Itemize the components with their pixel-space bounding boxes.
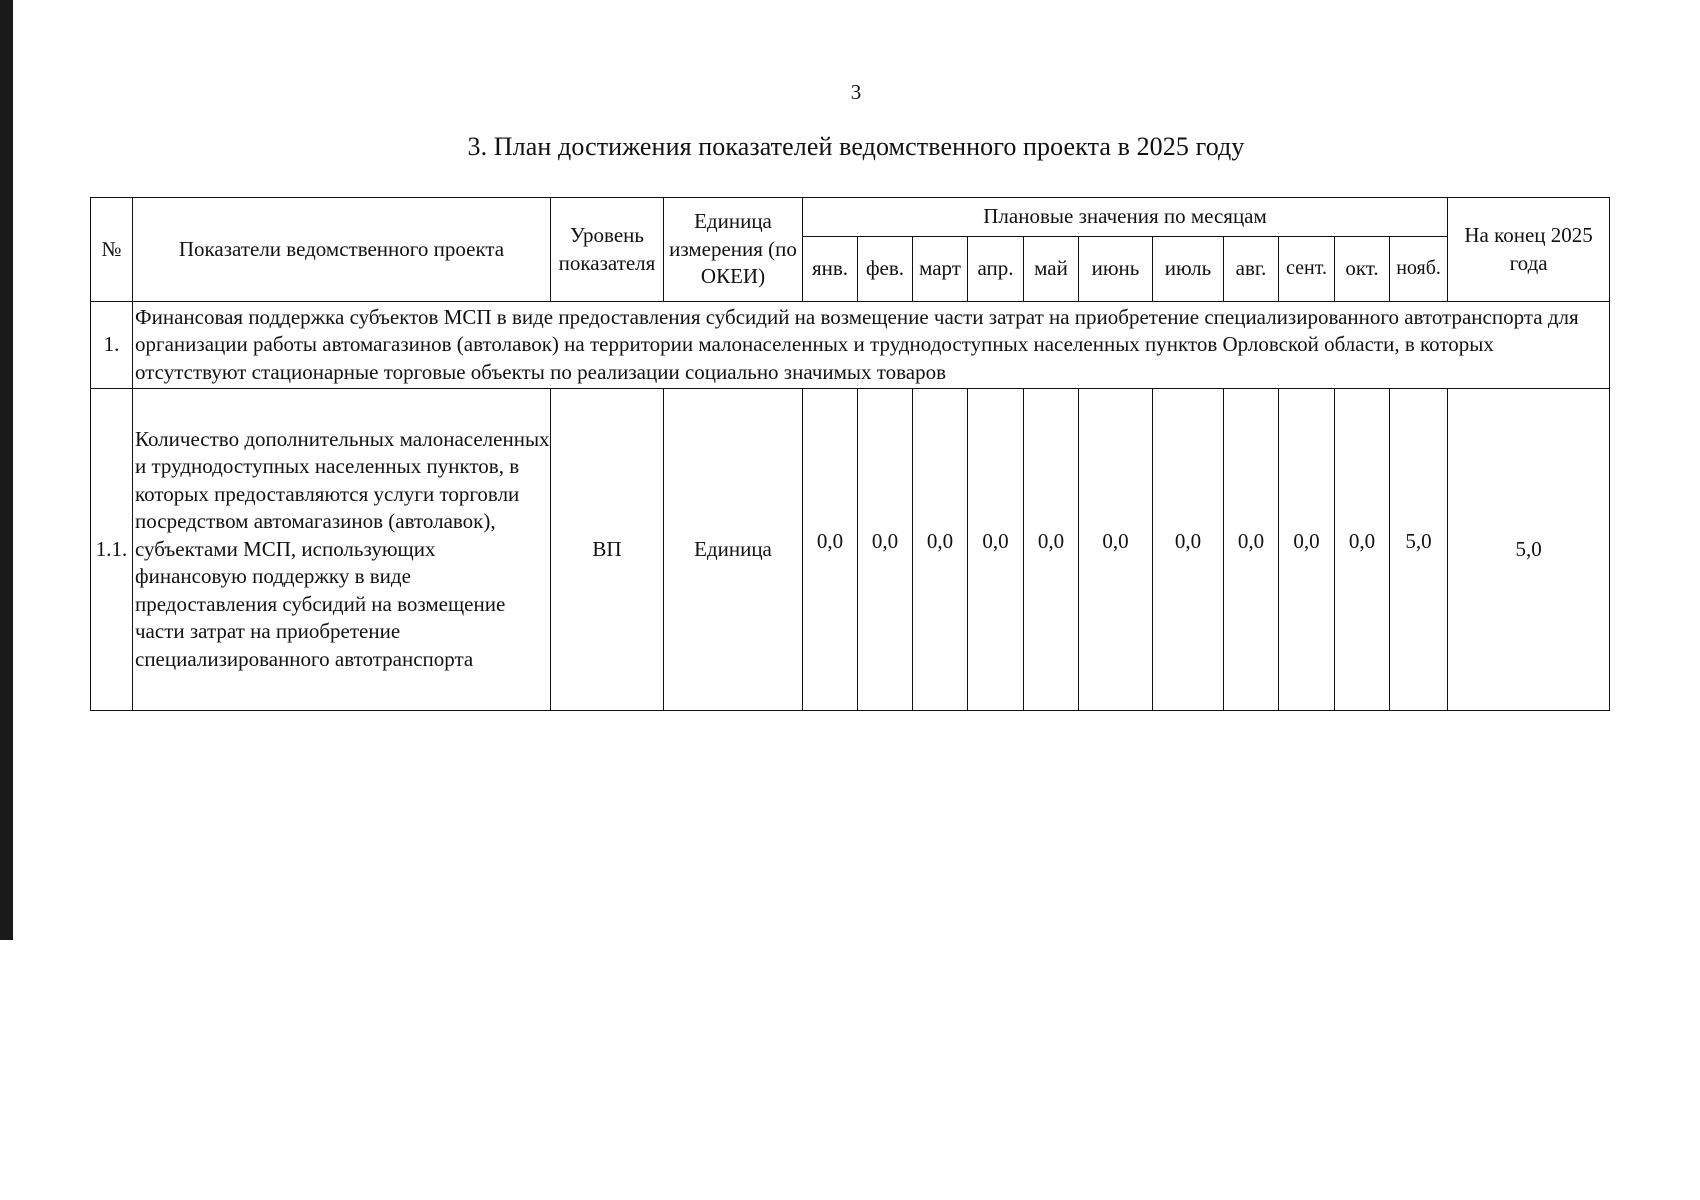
header-month-may: май [1024, 237, 1079, 302]
header-month-aug: авг. [1224, 237, 1279, 302]
value-jun: 0,0 [1079, 389, 1153, 711]
header-plan-by-month: Плановые значения по месяцам [803, 198, 1448, 237]
indicator-unit: Единица [664, 389, 803, 711]
value-oct: 0,0 [1335, 389, 1390, 711]
value-nov: 5,0 [1390, 389, 1448, 711]
header-level: Уровень показателя [551, 198, 664, 302]
value-may: 0,0 [1024, 389, 1079, 711]
page-title: 3. План достижения показателей ведомственного проекта в 2025 году [467, 132, 1245, 161]
header-month-jun: июнь [1079, 237, 1153, 302]
header-indicator: Показатели ведомственного проекта [133, 198, 551, 302]
table-row [91, 389, 1610, 711]
section-number: 1. [91, 302, 133, 389]
value-feb: 0,0 [858, 389, 913, 711]
header-month-oct: окт. [1335, 237, 1390, 302]
section-row [91, 302, 1610, 389]
header-num: № [91, 198, 133, 302]
page-number: 3 [850, 80, 862, 104]
value-jul: 0,0 [1153, 389, 1224, 711]
indicator-name: Количество дополнительных малонаселенных и труднодоступных населенных пунктов, в которых предоставляются услуги торговли посредством автомагазинов (автолавок), субъектами МСП, использующих финансовую поддержку в виде предоставления субсидий на возмещение части затрат на приобретение специализированного автотранспорта [133, 389, 551, 711]
header-month-mar: март [913, 237, 968, 302]
section-title: Финансовая поддержка субъектов МСП в виде предоставления субсидий на возмещение части затрат на приобретение специализированного автотранспорта для организации работы автомагазинов (автолавок) на территории малонаселенных и труднодоступных населенных пунктов Орловской области, в которых отсутствуют стационарные торговые объекты по реализации социально значимых товаров [133, 302, 1610, 389]
header-month-jan: янв. [803, 237, 858, 302]
value-mar: 0,0 [913, 389, 968, 711]
header-month-jul: июль [1153, 237, 1224, 302]
header-month-apr: апр. [968, 237, 1024, 302]
header-month-sep: сент. [1279, 237, 1335, 302]
header-month-nov: нояб. [1390, 237, 1448, 302]
value-jan: 0,0 [803, 389, 858, 711]
header-month-feb: фев. [858, 237, 913, 302]
value-aug: 0,0 [1224, 389, 1279, 711]
indicator-level: ВП [551, 389, 664, 711]
value-apr: 0,0 [968, 389, 1024, 711]
indicators-plan-table [90, 197, 1610, 711]
value-sep: 0,0 [1279, 389, 1335, 711]
header-year-end: На конец 2025 года [1448, 198, 1610, 302]
value-year-end: 5,0 [1448, 389, 1610, 711]
row-number: 1.1. [91, 389, 133, 711]
header-unit: Единица измерения (по ОКЕИ) [664, 198, 803, 302]
